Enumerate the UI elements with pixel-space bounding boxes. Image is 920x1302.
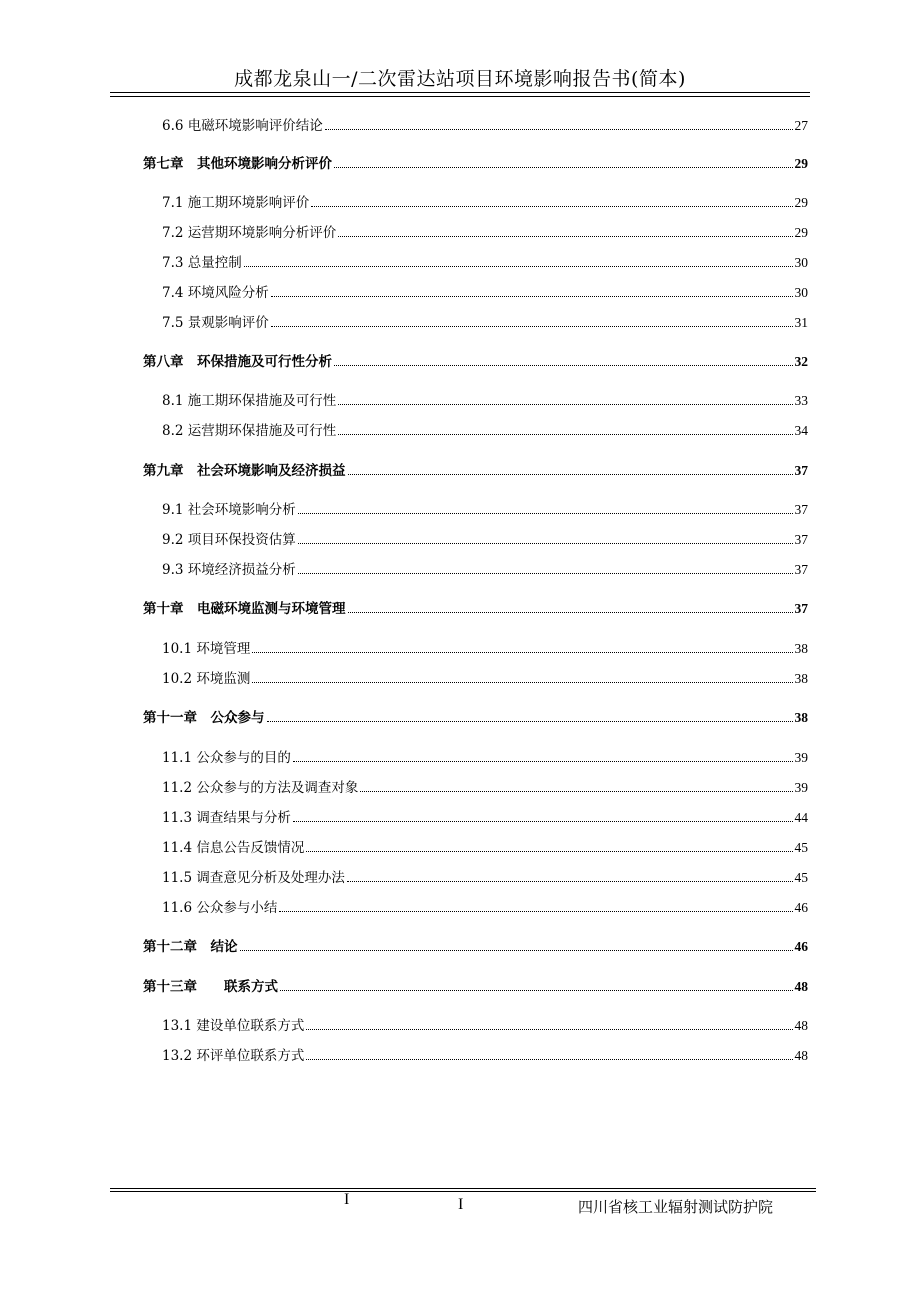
toc-dot-leader: [280, 990, 793, 991]
toc-entry-label: 7.5 景观影响评价: [162, 315, 269, 331]
toc-dot-leader: [244, 266, 793, 267]
toc-entry-label: 9.2 项目环保投资估算: [162, 532, 296, 548]
toc-dot-leader: [347, 881, 793, 882]
toc-page-number: 32: [794, 354, 808, 369]
toc-dot-leader: [338, 236, 792, 237]
toc-dot-leader: [348, 612, 793, 613]
toc-chapter-entry[interactable]: [143, 935, 808, 955]
toc-entry-label: 13.2 环评单位联系方式: [162, 1048, 305, 1064]
toc-page-number: 37: [794, 463, 808, 478]
toc-dot-leader: [334, 167, 793, 168]
toc-section-entry[interactable]: [162, 221, 808, 241]
toc-dot-leader: [298, 543, 793, 544]
toc-entry-label: 11.4 信息公告反馈情况: [162, 840, 305, 856]
toc-page-number: 46: [794, 900, 808, 915]
toc-section-entry[interactable]: [162, 389, 808, 409]
toc-dot-leader: [306, 1059, 792, 1060]
toc-page-number: 39: [794, 780, 808, 795]
toc-section-entry[interactable]: [162, 498, 808, 518]
toc-dot-leader: [338, 404, 792, 405]
toc-entry-label: 11.5 调查意见分析及处理办法: [162, 870, 345, 886]
toc-entry-label: 13.1 建设单位联系方式: [162, 1018, 305, 1034]
footer-divider-secondary: [110, 1191, 816, 1192]
toc-page-number: 39: [794, 750, 808, 765]
toc-entry-label: 7.4 环境风险分析: [162, 285, 269, 301]
toc-entry-label: 第九章 社会环境影响及经济损益: [143, 463, 346, 479]
toc-page-number: 48: [794, 1048, 808, 1063]
toc-page-number: 30: [794, 285, 808, 300]
toc-dot-leader: [267, 721, 793, 722]
toc-entry-label: 7.2 运营期环境影响分析评价: [162, 225, 337, 241]
toc-section-entry[interactable]: [162, 251, 808, 271]
toc-entry-label: 9.1 社会环境影响分析: [162, 502, 296, 518]
toc-entry-label: 第十二章 结论: [143, 939, 238, 955]
toc-dot-leader: [311, 206, 792, 207]
toc-page-number: 44: [794, 810, 808, 825]
toc-chapter-entry[interactable]: [143, 350, 808, 370]
toc-page-number: 48: [794, 979, 808, 994]
toc-dot-leader: [252, 682, 792, 683]
toc-dot-leader: [240, 950, 793, 951]
toc-entry-label: 8.2 运营期环保措施及可行性: [162, 423, 337, 439]
toc-section-entry[interactable]: [162, 866, 808, 886]
toc-page-number: 37: [794, 532, 808, 547]
toc-page-number: 30: [794, 255, 808, 270]
toc-entry-label: 7.3 总量控制: [162, 255, 242, 271]
toc-dot-leader: [334, 365, 793, 366]
toc-dot-leader: [348, 474, 793, 475]
page-number-roman-secondary: I: [458, 1196, 464, 1213]
toc-dot-leader: [279, 911, 792, 912]
toc-page-number: 29: [794, 225, 808, 240]
toc-section-entry[interactable]: [162, 1044, 808, 1064]
toc-entry-label: 9.3 环境经济损益分析: [162, 562, 296, 578]
toc-chapter-entry[interactable]: [143, 975, 808, 995]
toc-page-number: 38: [794, 671, 808, 686]
toc-entry-label: 11.2 公众参与的方法及调查对象: [162, 780, 359, 796]
toc-dot-leader: [293, 821, 793, 822]
toc-page-number: 45: [794, 840, 808, 855]
toc-section-entry[interactable]: [162, 281, 808, 301]
toc-section-entry[interactable]: [162, 776, 808, 796]
footer-divider: [110, 1188, 816, 1189]
toc-section-entry[interactable]: [162, 667, 808, 687]
toc-dot-leader: [252, 652, 792, 653]
toc-page-number: 37: [794, 601, 808, 616]
toc-page-number: 45: [794, 870, 808, 885]
toc-entry-label: 6.6 电磁环境影响评价结论: [162, 118, 323, 134]
toc-entry-label: 第七章 其他环境影响分析评价: [143, 156, 332, 172]
toc-chapter-entry[interactable]: [143, 597, 808, 617]
toc-dot-leader: [298, 573, 793, 574]
toc-page-number: 27: [794, 118, 808, 133]
toc-section-entry[interactable]: [162, 419, 808, 439]
toc-section-entry[interactable]: [162, 806, 808, 826]
toc-page-number: 31: [794, 315, 808, 330]
toc-page-number: 29: [794, 195, 808, 210]
toc-entry-label: 第十章 电磁环境监测与环境管理: [143, 601, 346, 617]
toc-entry-label: 11.3 调查结果与分析: [162, 810, 291, 826]
toc-dot-leader: [271, 326, 793, 327]
toc-page-number: 37: [794, 562, 808, 577]
toc-entry-label: 11.1 公众参与的目的: [162, 750, 291, 766]
toc-dot-leader: [298, 513, 793, 514]
toc-section-entry[interactable]: [162, 114, 808, 134]
toc-section-entry[interactable]: [162, 637, 808, 657]
toc-entry-label: 第十一章 公众参与: [143, 710, 265, 726]
toc-page-number: 46: [794, 939, 808, 954]
toc-page-number: 37: [794, 502, 808, 517]
toc-chapter-entry[interactable]: [143, 152, 808, 172]
page-number-roman: I: [344, 1191, 350, 1208]
toc-dot-leader: [338, 434, 792, 435]
toc-page-number: 48: [794, 1018, 808, 1033]
toc-dot-leader: [306, 851, 792, 852]
toc-entry-label: 7.1 施工期环境影响评价: [162, 195, 310, 211]
toc-dot-leader: [293, 761, 793, 762]
toc-dot-leader: [271, 296, 793, 297]
header-divider: [110, 92, 810, 93]
toc-page-number: 38: [794, 641, 808, 656]
toc-section-entry[interactable]: [162, 191, 808, 211]
toc-section-entry[interactable]: [162, 896, 808, 916]
toc-entry-label: 10.1 环境管理: [162, 641, 251, 657]
toc-page-number: 38: [794, 710, 808, 725]
toc-entry-label: 10.2 环境监测: [162, 671, 251, 687]
toc-page-number: 29: [794, 156, 808, 171]
toc-dot-leader: [306, 1029, 792, 1030]
toc-dot-leader: [325, 129, 793, 130]
toc-section-entry[interactable]: [162, 1014, 808, 1034]
toc-entry-label: 11.6 公众参与小结: [162, 900, 278, 916]
toc-chapter-entry[interactable]: [143, 706, 808, 726]
toc-dot-leader: [360, 791, 792, 792]
toc-entry-label: 第八章 环保措施及可行性分析: [143, 354, 332, 370]
toc-section-entry[interactable]: [162, 311, 808, 331]
toc-section-entry[interactable]: [162, 558, 808, 578]
toc-section-entry[interactable]: [162, 836, 808, 856]
toc-page-number: 34: [794, 423, 808, 438]
footer-organization: 四川省核工业辐射测试防护院: [578, 1198, 774, 1216]
toc-section-entry[interactable]: [162, 528, 808, 548]
document-header-title: 成都龙泉山一/二次雷达站项目环境影响报告书(简本): [234, 68, 686, 90]
header-divider-secondary: [110, 96, 810, 97]
toc-entry-label: 第十三章 联系方式: [143, 979, 278, 995]
toc-page-number: 33: [794, 393, 808, 408]
toc-chapter-entry[interactable]: [143, 459, 808, 479]
toc-entry-label: 8.1 施工期环保措施及可行性: [162, 393, 337, 409]
toc-section-entry[interactable]: [162, 746, 808, 766]
